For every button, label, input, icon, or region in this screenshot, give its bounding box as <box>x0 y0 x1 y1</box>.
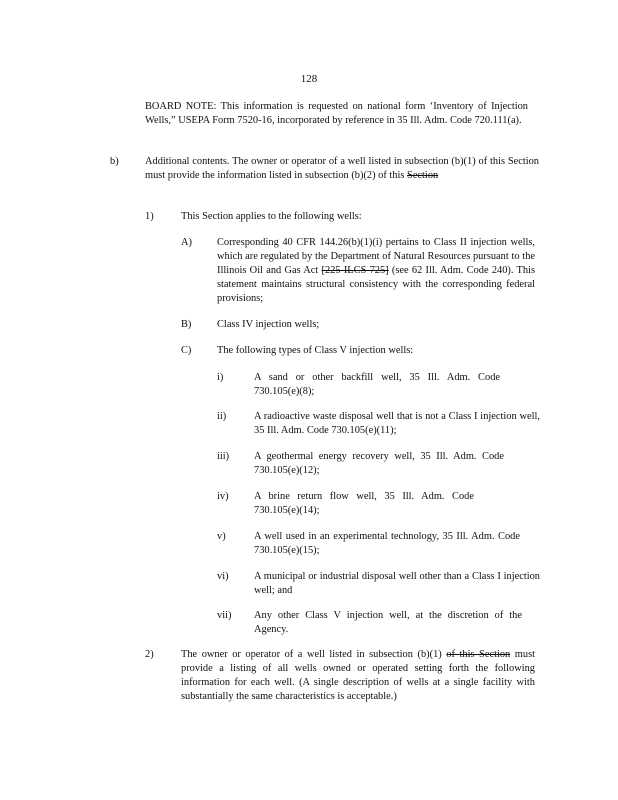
item-a-body: Corresponding 40 CFR 144.26(b)(1)(i) pertains to Class II injection wells, which are regulated by the Department of Natural Resources pursuant to the Illinois Oil and Gas Act <box>217 237 535 276</box>
struck-text: of this Section <box>446 649 511 660</box>
item-a-label: A) <box>181 237 192 248</box>
item-1-label: 1) <box>145 211 154 222</box>
roman-item-text: A well used in an experimental technology, 35 Ill. Adm. Code 730.105(e)(15); <box>254 531 520 556</box>
roman-item-text: A sand or other backfill well, 35 Ill. Adm. Code 730.105(e)(8); <box>254 372 500 397</box>
item-a-text <box>217 236 535 306</box>
roman-item-label: ii) <box>217 411 227 422</box>
roman-item-text: Any other Class V injection well, at the discretion of the Agency. <box>254 610 522 635</box>
roman-item-label: vii) <box>217 610 232 621</box>
roman-item-label: v) <box>217 531 226 542</box>
roman-item-label: i) <box>217 372 224 383</box>
subsection-b-label: b) <box>110 156 119 167</box>
struck-text: [225 ILCS 725] <box>321 265 389 276</box>
item-2-body-continued: must provide a listing of all wells owned or operated setting forth the following information for each well. (A single description of wells at a single facility with substantially the same characteristics is acceptable.) <box>181 649 536 702</box>
roman-item-label: iv) <box>217 491 229 502</box>
item-1-text: This Section applies to the following wells: <box>181 211 362 222</box>
item-2-text <box>181 648 535 704</box>
page-number: 128 <box>300 73 318 85</box>
item-c-text: The following types of Class V injection wells: <box>217 345 414 356</box>
struck-text: Section <box>407 170 439 181</box>
roman-item-text: A municipal or industrial disposal well other than a Class I injection well; and <box>254 571 540 596</box>
subsection-b-text <box>145 155 539 183</box>
subsection-b-body: Additional contents. The owner or operator of a well listed in subsection (b)(1) of this Section must provide the information listed in subsection (b)(2) of this <box>145 156 539 181</box>
item-b-text: Class IV injection wells; <box>217 319 320 330</box>
item-c-label: C) <box>181 345 192 356</box>
item-2-label: 2) <box>145 649 154 660</box>
roman-item-text: A brine return flow well, 35 Ill. Adm. Code 730.105(e)(14); <box>254 491 474 516</box>
item-a-body-continued: (see 62 Ill. Adm. Code 240). This statement maintains structural consistency with the corresponding federal provisions; <box>217 265 535 304</box>
roman-item-label: vi) <box>217 571 229 582</box>
roman-item-text: A radioactive waste disposal well that is not a Class I injection well, 35 Ill. Adm. Code 730.105(e)(11); <box>254 411 540 436</box>
roman-item-label: iii) <box>217 451 230 462</box>
item-b-label: B) <box>181 319 192 330</box>
roman-item-text: A geothermal energy recovery well, 35 Ill. Adm. Code 730.105(e)(12); <box>254 451 504 476</box>
board-note: BOARD NOTE: This information is requested on national form ‘Inventory of Injection Wells,” USEPA Form 7520-16, incorporated by reference in 35 Ill. Adm. Code 720.111(a). <box>145 101 528 126</box>
item-2-body: The owner or operator of a well listed in subsection (b)(1) <box>181 649 442 660</box>
